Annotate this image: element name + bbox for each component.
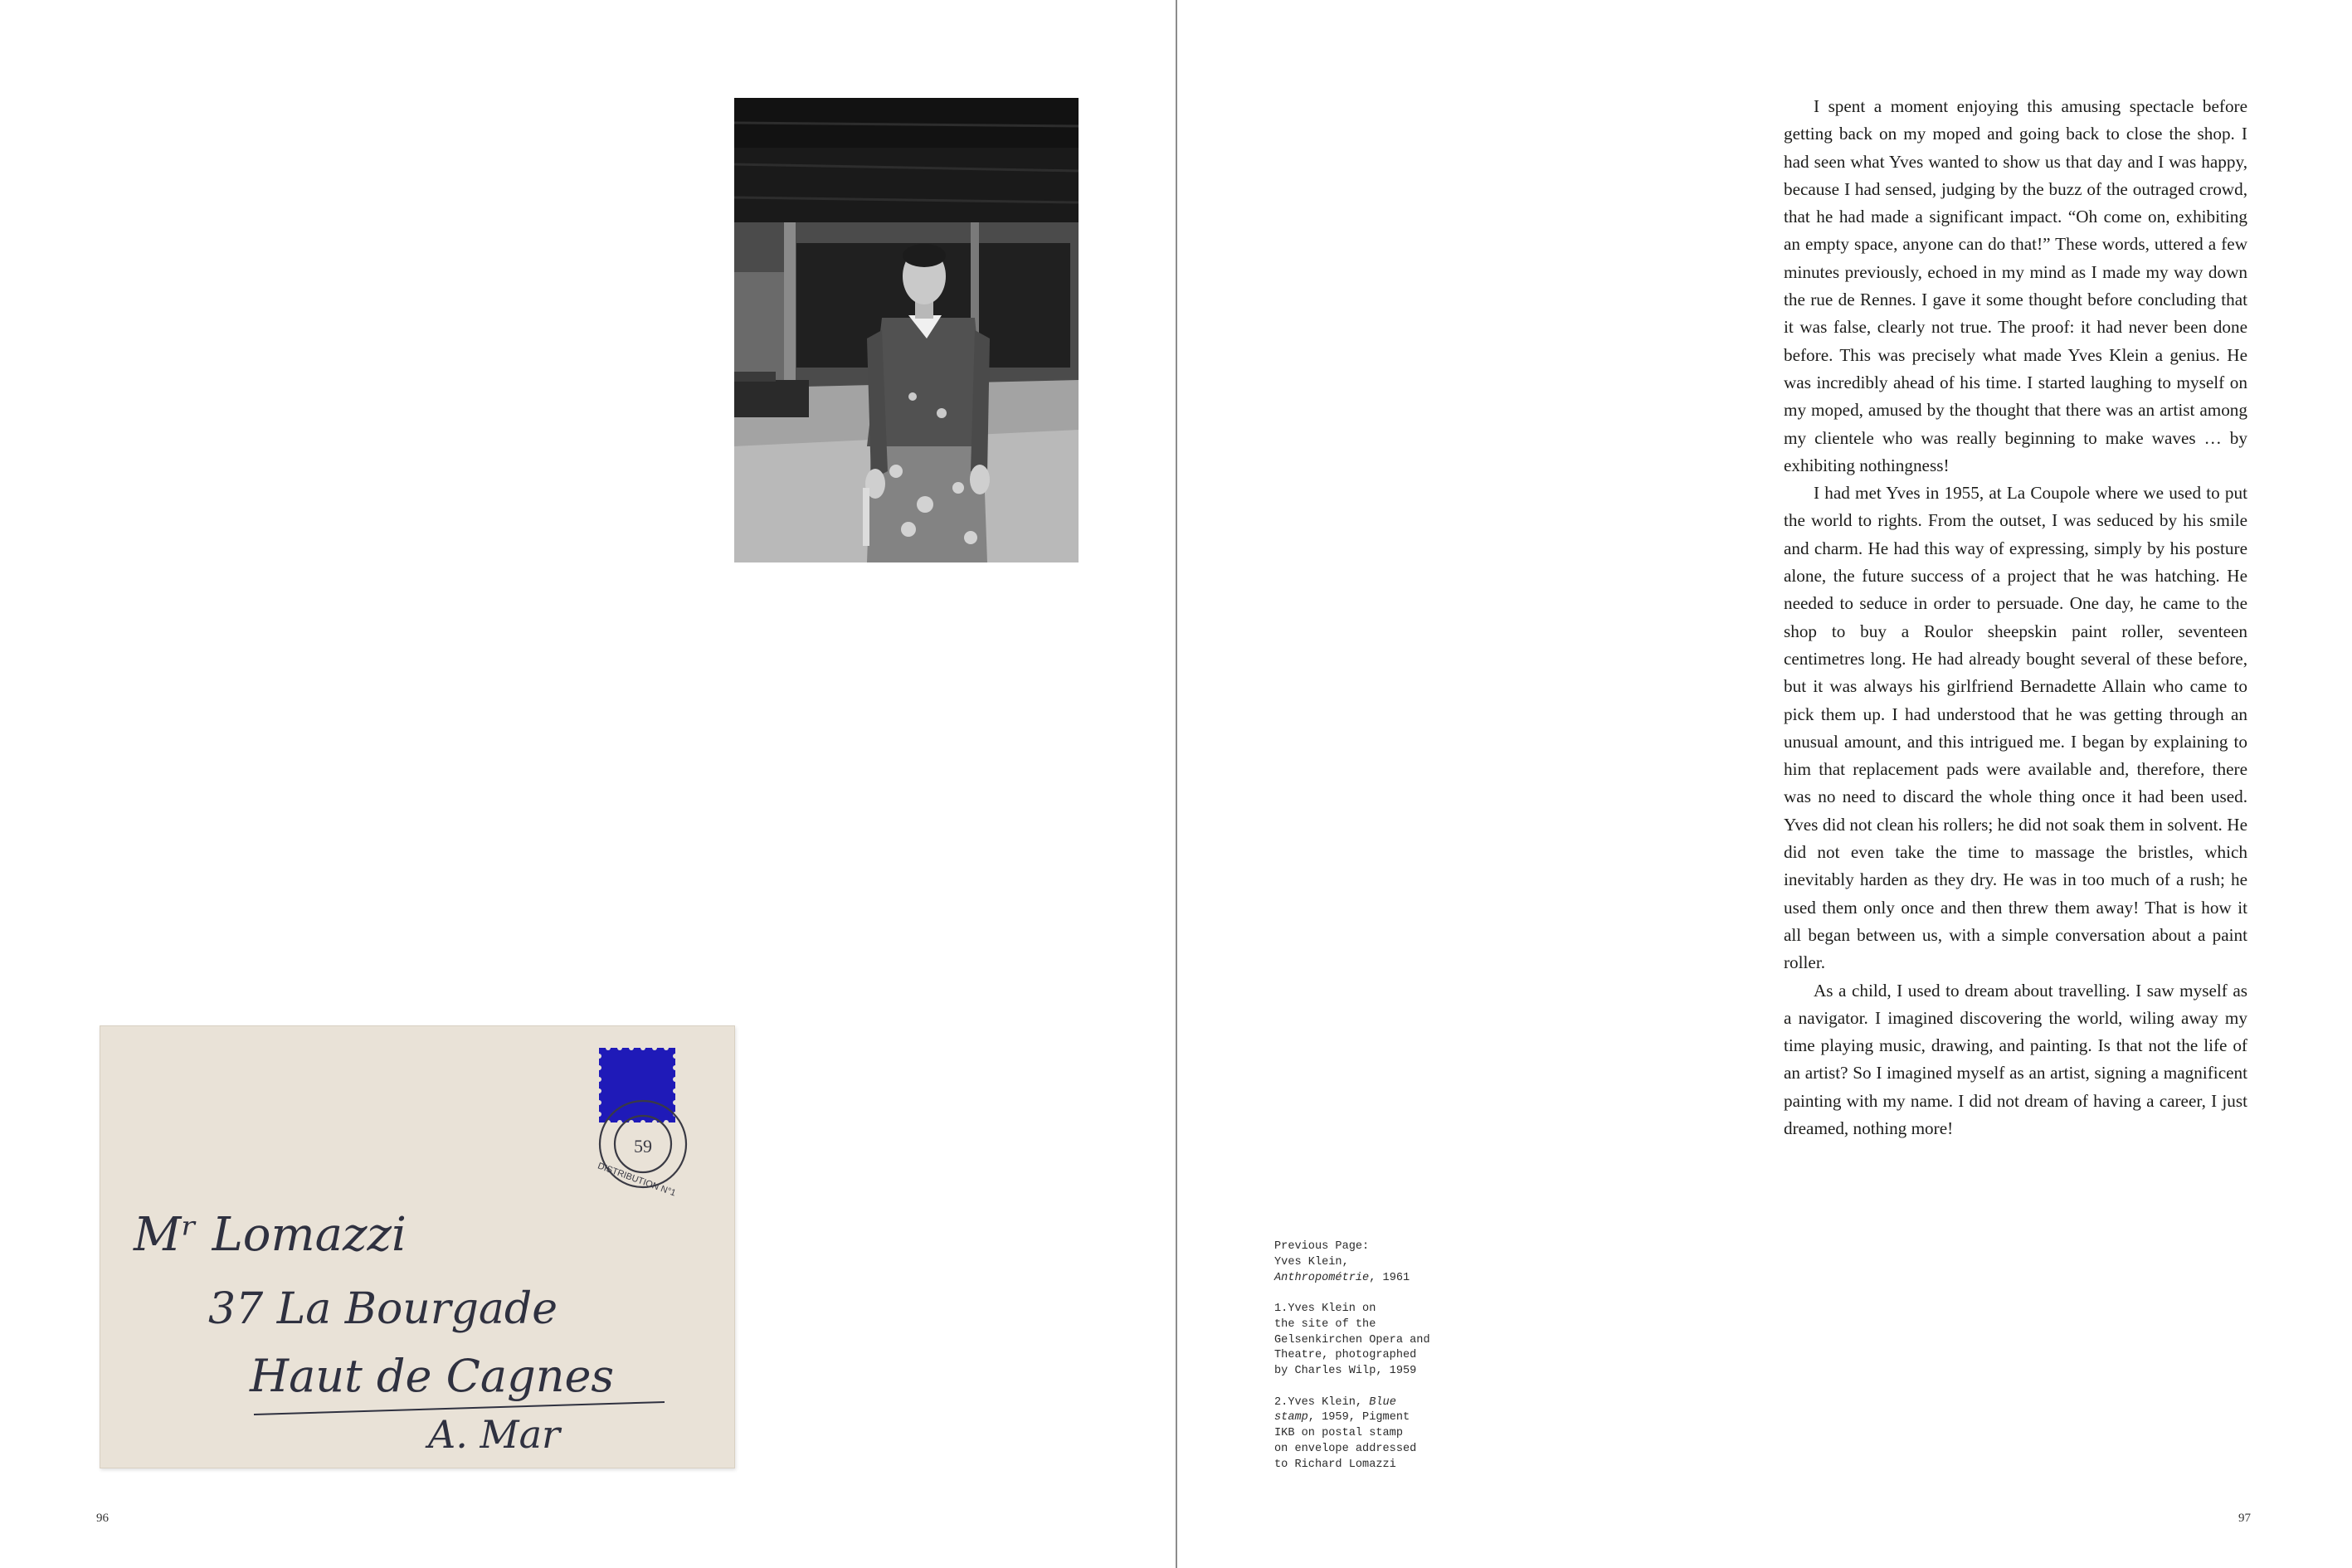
address-line-street: 37 La Bourgade [208,1284,558,1334]
blue-stamp [597,1045,678,1125]
caption-line: on envelope addressed [1274,1442,1417,1455]
caption-line: by Charles Wilp, 1959 [1274,1365,1417,1378]
caption-2 [1274,1395,1473,1473]
caption-line: Gelsenkirchen Opera and [1274,1333,1430,1346]
caption-2-italic: Blue [1369,1395,1396,1409]
caption-line [1274,1395,1473,1411]
caption-artist: Yves Klein, [1274,1255,1349,1269]
photo-illustration [734,98,1079,562]
caption-line: the site of the [1274,1317,1376,1331]
address-line-town: Haut de Cagnes [250,1350,615,1402]
caption-line: Theatre, photographed [1274,1349,1417,1362]
caption-work [1274,1271,1473,1287]
body-paragraph: I had met Yves in 1955, at La Coupole where we used to put the world to rights. From the outset, I was seduced by his smile and charm. He had this way of expressing, simply by his posture alone, the future success of a project that he was hatching. He needed to seduce in order to persuade. One day, he came to the shop to buy a Roulor sheepskin paint roller, seventeen centimetres long. He had already bought several of these before, but it was always his girlfriend Bernadette Allain who came to pick them up. I had understood that he was getting through an unusual amount, and this intrigued me. I began by explaining to him that replacement pads were available and, therefore, there was no need to discard the whole thing once it had been used. Yves did not clean his rollers; he did not soak them in solvent. He did not even take the time to massage the bristles, which inevitably harden as they dry. He was in too much of a rush; he used them only once and then threw them away! That is how it all began between us, with a simple conversation about a paint roller. [1784,483,2247,973]
caption-line: IKB on postal stamp [1274,1427,1403,1440]
caption-2-rest: , 1959, Pigment [1307,1411,1410,1424]
page-number-right: 97 [2238,1512,2251,1525]
address-line-region: A. Mar [428,1412,560,1457]
body-paragraph: As a child, I used to dream about travelling. I saw myself as a navigator. I imagined discovering the world, wiling away my time playing music, drawing, and painting. Is that not the life of an artist? So I imagined myself as an artist, signing a magnificent painting with my name. I did not dream of having a career, I just dreamed, nothing more! [1784,980,2247,1138]
caption-2-italic-2: stamp [1274,1411,1308,1424]
photo-yves-klein [734,98,1079,562]
caption-1 [1274,1302,1473,1380]
body-text [1784,93,2247,1142]
caption-line: 1.Yves Klein on [1274,1302,1376,1315]
caption-heading: Previous Page: [1274,1240,1370,1253]
right-page [1177,0,2352,1568]
caption-work-year: , 1961 [1369,1271,1410,1284]
envelope-blue-stamp [100,1025,735,1468]
caption-previous-page [1274,1239,1473,1286]
postmark-date: 59 [634,1136,652,1157]
envelope-illustration [100,1026,734,1468]
captions [1274,1239,1473,1488]
caption-work-title: Anthropométrie [1274,1271,1370,1284]
caption-line: to Richard Lomazzi [1274,1458,1396,1471]
caption-line [1274,1410,1473,1426]
address-line-name: Mʳ Lomazzi [134,1208,407,1262]
caption-2-prefix: 2.Yves Klein, [1274,1395,1370,1409]
postmark-text: DISTRIBUTION N°1 [596,1161,678,1199]
body-paragraph: I spent a moment enjoying this amusing spectacle before getting back on my moped and going back to close the shop. I had seen what Yves wanted to show us that day and I was happy, because I had sensed, judging by the buzz of the outraged crowd, that he had made a significant impact. “Oh come on, exhibiting an empty space, anyone can do that!” These words, uttered a few minutes previously, echoed in my mind as I made my way down the rue de Rennes. I gave it some thought before concluding that it was false, clearly not true. The proof: it had never been done before. This was precisely what made Yves Klein a genius. He was incredibly ahead of his time. I started laughing to myself on my moped, amused by the thought that there was an artist among my clientele who was really beginning to make waves … by exhibiting nothingness! [1784,96,2247,475]
page-number-left: 96 [96,1512,109,1525]
